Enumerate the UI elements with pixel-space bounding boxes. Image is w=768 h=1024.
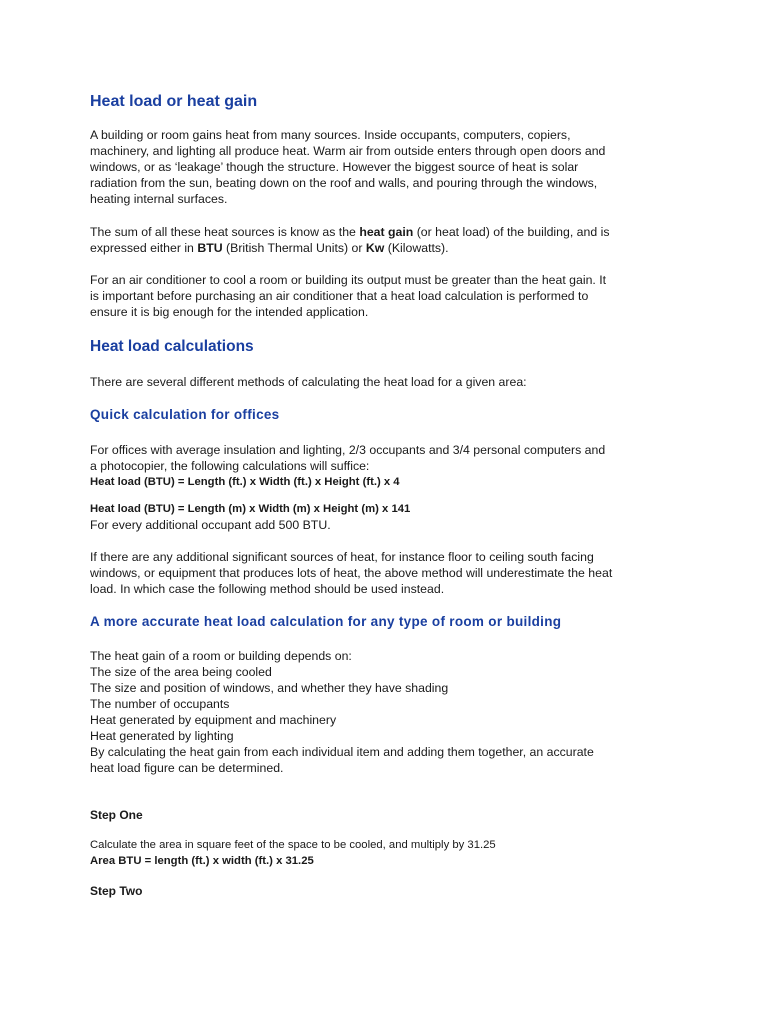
- offices-warning: If there are any additional significant sources of heat, for instance floor to ceiling south facing windows, or equipment that produces lots of heat, the above method will underestimate the heat load. In which case the following method should be used instead.: [90, 550, 613, 596]
- offices-paragraph: For offices with average insulation and lighting, 2/3 occupants and 3/4 personal computers and a photocopier, the following calculations will suffice: Heat load (BTU) = Length (ft.) x Width (ft.) x Height (ft.) x 4: [90, 442, 690, 490]
- step-one-text: Calculate the area in square feet of the space to be cooled, and multiply by 31.25 Area BTU = length (ft.) x width (ft.) x 31.25: [90, 837, 690, 869]
- formula-area-btu: Area BTU = length (ft.) x width (ft.) x 31.25: [90, 855, 314, 867]
- step-two-title: Step Two: [90, 884, 143, 898]
- intro-paragraph-2: The sum of all these heat sources is know as the heat gain (or heat load) of the building, and is expressed either in BTU (British Thermal Units) or Kw (Kilowatts).: [90, 225, 610, 255]
- formula-metres: Heat load (BTU) = Length (m) x Width (m) x Height (m) x 141: [90, 503, 411, 515]
- section-heading-quick-offices: Quick calculation for offices: [90, 407, 280, 422]
- term-heat-gain: heat gain: [359, 225, 414, 239]
- calculations-intro: There are several different methods of calculating the heat load for a given area:: [90, 375, 527, 389]
- occupant-note: For every additional occupant add 500 BTU.: [90, 518, 331, 532]
- section-heading-calculations: Heat load calculations: [90, 338, 254, 355]
- accurate-paragraph: The heat gain of a room or building depends on: The size of the area being cooled The size and position of windows, and whether they have shading The number of occupants Heat generated by equipment and machinery Heat generated by lighting By calculating the heat gain from each individual item and adding them together, an accurate heat load figure can be determined.: [90, 649, 594, 775]
- term-kw: Kw: [365, 241, 385, 255]
- term-btu: BTU: [197, 241, 223, 255]
- intro-paragraph-1: A building or room gains heat from many sources. Inside occupants, computers, copiers, machinery, and lighting all produce heat. Warm air from outside enters through open doors and windows, or as ‘leakage’ though the structure. However the biggest source of heat is solar radiation from the sun, beating down on the roof and walls, and pouring through the windows, heating internal surfaces.: [90, 128, 606, 206]
- step-one-title: Step One: [90, 808, 143, 822]
- offices-metric: [90, 501, 690, 533]
- intro-paragraph-3: For an air conditioner to cool a room or building its output must be greater than the heat gain. It is important before purchasing an air conditioner that a heat load calculation is performed to ensure it is big enough for the intended application.: [90, 273, 607, 319]
- page-title: Heat load or heat gain: [90, 93, 258, 110]
- section-heading-accurate: A more accurate heat load calculation for any type of room or building: [90, 614, 562, 629]
- formula-feet: Heat load (BTU) = Length (ft.) x Width (ft.) x Height (ft.) x 4: [90, 476, 400, 488]
